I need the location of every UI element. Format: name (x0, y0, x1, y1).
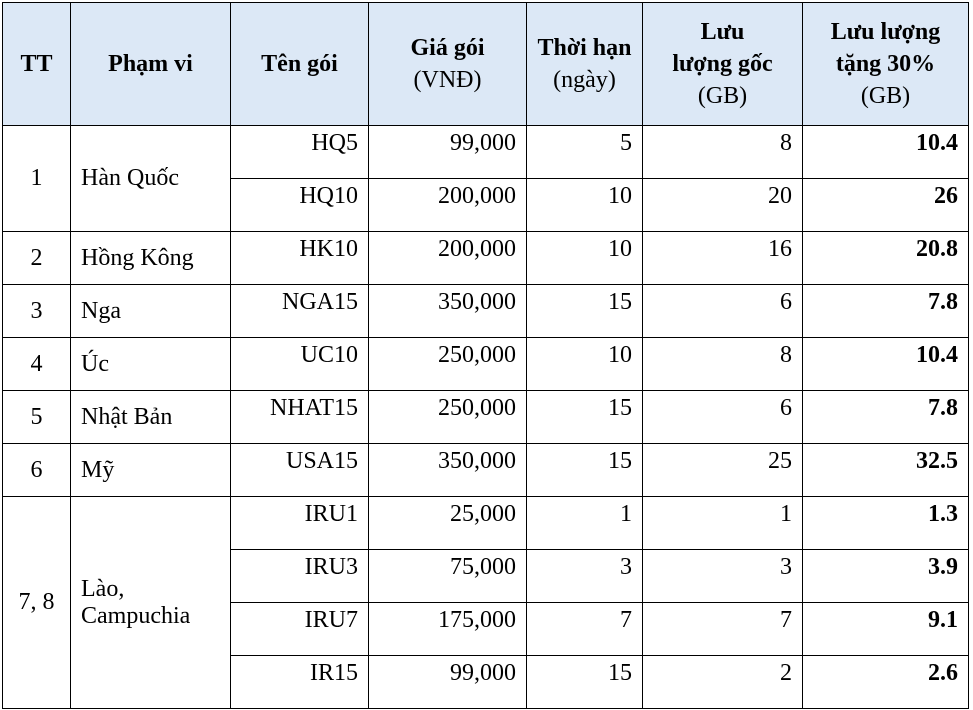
cell-bonus-data: 10.4 (803, 126, 969, 179)
scope-line-2: Campuchia (81, 602, 191, 629)
cell-bonus-data: 1.3 (803, 497, 969, 550)
cell-scope: Nhật Bản (71, 391, 231, 444)
cell-package-name: IRU3 (231, 550, 369, 603)
cell-bonus-data: 9.1 (803, 603, 969, 656)
cell-price: 350,000 (369, 444, 527, 497)
table-row (3, 232, 969, 285)
cell-duration: 15 (527, 444, 643, 497)
cell-package-name: IRU7 (231, 603, 369, 656)
cell-package-name: NGA15 (231, 285, 369, 338)
cell-base-data: 8 (643, 338, 803, 391)
header-package-name: Tên gói (231, 3, 369, 126)
cell-package-name: HK10 (231, 232, 369, 285)
cell-package-name: HQ10 (231, 179, 369, 232)
cell-scope: Mỹ (71, 444, 231, 497)
cell-bonus-data: 10.4 (803, 338, 969, 391)
cell-bonus-data: 20.8 (803, 232, 969, 285)
header-duration: Thời hạn (ngày) (527, 3, 643, 126)
cell-price: 99,000 (369, 656, 527, 709)
cell-base-data: 7 (643, 603, 803, 656)
cell-duration: 15 (527, 391, 643, 444)
cell-tt: 5 (3, 391, 71, 444)
cell-bonus-data: 7.8 (803, 285, 969, 338)
cell-scope: Hàn Quốc (71, 126, 231, 232)
cell-base-data: 20 (643, 179, 803, 232)
header-bonus-data: Lưu lượng tặng 30% (GB) (803, 3, 969, 126)
cell-price: 200,000 (369, 232, 527, 285)
cell-bonus-data: 32.5 (803, 444, 969, 497)
cell-duration: 15 (527, 285, 643, 338)
cell-price: 250,000 (369, 338, 527, 391)
cell-package-name: UC10 (231, 338, 369, 391)
cell-price: 350,000 (369, 285, 527, 338)
cell-price: 99,000 (369, 126, 527, 179)
scope-line-1: Lào, (81, 575, 125, 602)
cell-tt: 1 (3, 126, 71, 232)
header-row (3, 3, 969, 126)
cell-bonus-data: 7.8 (803, 391, 969, 444)
cell-duration: 3 (527, 550, 643, 603)
cell-base-data: 16 (643, 232, 803, 285)
cell-price: 200,000 (369, 179, 527, 232)
cell-tt: 7, 8 (3, 497, 71, 709)
cell-tt: 6 (3, 444, 71, 497)
cell-bonus-data: 26 (803, 179, 969, 232)
cell-bonus-data: 3.9 (803, 550, 969, 603)
cell-duration: 10 (527, 338, 643, 391)
header-price: Giá gói (VNĐ) (369, 3, 527, 126)
table-row (3, 444, 969, 497)
cell-bonus-data: 2.6 (803, 656, 969, 709)
cell-package-name: IR15 (231, 656, 369, 709)
cell-base-data: 8 (643, 126, 803, 179)
cell-tt: 2 (3, 232, 71, 285)
cell-tt: 4 (3, 338, 71, 391)
cell-package-name: NHAT15 (231, 391, 369, 444)
table-row (3, 285, 969, 338)
cell-duration: 1 (527, 497, 643, 550)
table-row (3, 391, 969, 444)
cell-base-data: 6 (643, 391, 803, 444)
cell-price: 75,000 (369, 550, 527, 603)
cell-scope: Úc (71, 338, 231, 391)
cell-duration: 7 (527, 603, 643, 656)
cell-duration: 10 (527, 232, 643, 285)
cell-duration: 10 (527, 179, 643, 232)
header-scope: Phạm vi (71, 3, 231, 126)
cell-base-data: 1 (643, 497, 803, 550)
cell-price: 25,000 (369, 497, 527, 550)
cell-price: 175,000 (369, 603, 527, 656)
cell-base-data: 25 (643, 444, 803, 497)
table-row (3, 126, 969, 179)
header-tt: TT (3, 3, 71, 126)
table-row (3, 497, 969, 550)
cell-base-data: 3 (643, 550, 803, 603)
cell-package-name: HQ5 (231, 126, 369, 179)
cell-base-data: 6 (643, 285, 803, 338)
cell-package-name: IRU1 (231, 497, 369, 550)
cell-duration: 15 (527, 656, 643, 709)
cell-base-data: 2 (643, 656, 803, 709)
package-table (2, 2, 969, 709)
cell-package-name: USA15 (231, 444, 369, 497)
cell-tt: 3 (3, 285, 71, 338)
table-row (3, 338, 969, 391)
cell-scope: Nga (71, 285, 231, 338)
cell-duration: 5 (527, 126, 643, 179)
header-base-data: Lưu lượng gốc (GB) (643, 3, 803, 126)
cell-price: 250,000 (369, 391, 527, 444)
cell-scope: Hồng Kông (71, 232, 231, 285)
cell-scope (71, 497, 231, 709)
